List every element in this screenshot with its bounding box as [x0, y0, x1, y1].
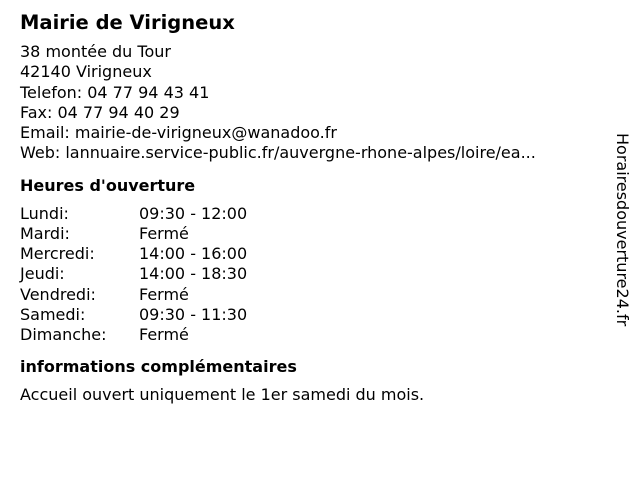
fax-number: Fax: 04 77 94 40 29 — [20, 102, 180, 122]
day-label: Dimanche: — [20, 325, 107, 344]
day-label: Samedi: — [20, 304, 86, 324]
day-hours: 09:30 - 11:30 — [139, 304, 248, 324]
day-hours: 14:00 - 18:30 — [139, 264, 248, 284]
email-address: Email: mairie-de-virigneux@wanadoo.fr — [20, 123, 337, 143]
page-title: Mairie de Virigneux — [20, 11, 235, 34]
listing-card — [20, 10, 600, 405]
address-street: 38 montée du Tour — [20, 42, 171, 61]
hours-row-saturday — [20, 305, 600, 325]
day-label: Mardi: — [20, 223, 70, 243]
day-hours: Fermé — [139, 223, 189, 243]
hours-row-sunday — [20, 325, 600, 345]
info-text: Accueil ouvert uniquement le 1er samedi du mois. — [20, 385, 425, 405]
opening-hours-table — [20, 204, 600, 345]
site-watermark: Horairesdouverture24.fr — [613, 133, 632, 327]
day-label: Mercredi: — [20, 244, 95, 264]
hours-row-tuesday — [20, 224, 600, 244]
hours-heading: Heures d'ouverture — [20, 175, 196, 195]
day-hours: Fermé — [139, 325, 189, 344]
website-link[interactable]: Web: lannuaire.service-public.fr/auvergne-rhone-alpes/loire/ea... — [20, 143, 536, 163]
phone-number: Telefon: 04 77 94 43 41 — [20, 82, 210, 102]
day-hours: Fermé — [139, 284, 189, 304]
day-label: Lundi: — [20, 203, 69, 223]
hours-row-thursday — [20, 264, 600, 284]
day-hours: 14:00 - 16:00 — [139, 244, 248, 264]
day-label: Vendredi: — [20, 284, 96, 304]
day-label: Jeudi: — [20, 264, 65, 284]
hours-row-monday — [20, 204, 600, 224]
hours-row-wednesday — [20, 244, 600, 264]
day-hours: 09:30 - 12:00 — [139, 203, 248, 223]
address-city: 42140 Virigneux — [20, 62, 152, 82]
hours-row-friday — [20, 285, 600, 305]
info-heading: informations complémentaires — [20, 357, 297, 377]
contact-block — [20, 42, 600, 164]
